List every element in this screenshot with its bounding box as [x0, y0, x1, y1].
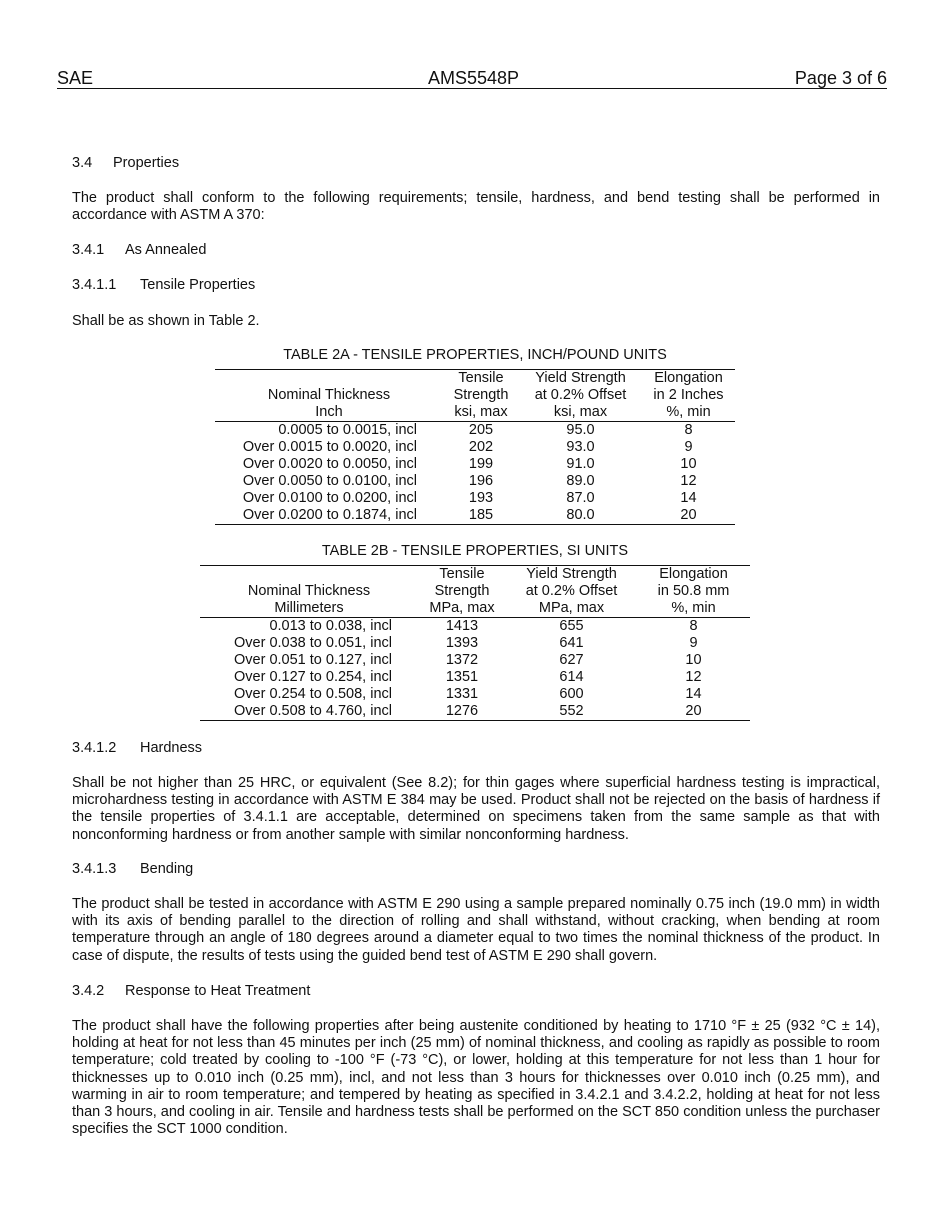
table-2b-header-yield: Yield Strength at 0.2% Offset MPa, max: [506, 566, 637, 618]
section-3-4-1-3-heading: [72, 861, 193, 877]
section-title: Tensile Properties: [140, 277, 256, 293]
section-3-4-2-heading: [72, 983, 310, 999]
table-2b-header-thickness: Nominal Thickness Millimeters: [200, 566, 418, 618]
table-2a-header-elongation: Elongation in 2 Inches %, min: [642, 370, 735, 422]
table-row: Over 0.0200 to 0.1874, incl 185 80.0 20: [215, 507, 735, 525]
section-3-4-1-2-heading: [72, 740, 202, 756]
header-page-number: Page 3 of 6: [794, 68, 887, 88]
section-3-4-1-1-body: Shall be as shown in Table 2.: [72, 313, 260, 329]
table-row: Over 0.0020 to 0.0050, incl 199 91.0 10: [242, 456, 697, 472]
table-row: Over 0.508 to 4.760, incl 1276 552 20: [200, 703, 750, 721]
section-3-4-2-body: The product shall have the following properties after being austenite conditioned by heating to 1710 °F ± 25 (932 °C ± 14), holding at heat for not less than 45 minutes per inch (25 mm) of nominal thickness, and cooling as rapidly as possible to room temperature; cold treated by cooling to -100 °F (-73 °C), or lower, holding at this temperature for not less than 1 hour for thicknesses up to 0.010 inch (0.25 mm), incl, and not less than 3 hours for thicknesses over 0.010 inch (0.25 mm), and warming in air to room temperature; and tempered by heating as specified in 3.4.2.1 and 3.4.2.2, holding at heat for not less than 3 hours, and cooling in air. Tensile and hardness tests shall be performed on the SCT 850 condition unless the purchaser specifies the SCT 1000 condition.: [72, 1018, 880, 1138]
table-row: 0.013 to 0.038, incl 1413 655 8: [269, 618, 698, 634]
section-title: Response to Heat Treatment: [125, 983, 311, 999]
table-row: Over 0.254 to 0.508, incl 1331 600 14: [234, 686, 702, 702]
section-3-4-1-1-heading: [72, 277, 255, 293]
table-2b-title: TABLE 2B - TENSILE PROPERTIES, SI UNITS: [321, 543, 629, 559]
table-2a: [215, 369, 735, 525]
section-number: 3.4.1.1: [72, 277, 117, 293]
section-title: Hardness: [140, 740, 203, 756]
section-3-4-1-2-body: Shall be not higher than 25 HRC, or equivalent (See 8.2); for thin gages where superficial hardness testing is impractical, microhardness testing in accordance with ASTM E 384 may be used. Product shall not be rejected on the basis of hardness if the tensile properties of 3.4.1.1 are acceptable, determined on specimens taken from the same sample as that with nonconforming hardness or from another sample with similar nonconforming hardness.: [72, 775, 880, 843]
table-row: Over 0.127 to 0.254, incl 1351 614 12: [234, 669, 702, 685]
section-number: 3.4.2: [72, 983, 105, 999]
table-row: Over 0.051 to 0.127, incl 1372 627 10: [234, 652, 702, 668]
section-title: Bending: [140, 861, 194, 877]
header-doc-number: AMS5548P: [428, 68, 520, 88]
section-number: 3.4: [72, 155, 93, 171]
table-2a-header-thickness: Nominal Thickness Inch: [215, 370, 443, 422]
table-row: Over 0.0050 to 0.0100, incl 196 89.0 12: [242, 473, 697, 489]
section-3-4-body: The product shall conform to the following requirements; tensile, hardness, and bend testing shall be performed in accordance with ASTM A 370:: [72, 190, 880, 224]
header-rule: [57, 88, 887, 89]
table-2a-header-tensile: Tensile Strength ksi, max: [443, 370, 519, 422]
section-3-4-1-3-body: The product shall be tested in accordance with ASTM E 290 using a sample prepared nominally 0.75 inch (19.0 mm) in width with its axis of bending parallel to the direction of rolling and shall withstand, without cracking, when bending at room temperature through an angle of 180 degrees around a diameter equal to two times the nominal thickness of the product. In case of dispute, the results of tests using the guided bend test of ASTM E 290 shall govern.: [72, 896, 880, 964]
table-2b-header-tensile: Tensile Strength MPa, max: [418, 566, 506, 618]
section-3-4-1-heading: [72, 242, 206, 258]
table-row: Over 0.038 to 0.051, incl 1393 641 9: [234, 635, 698, 651]
table-2a-header-yield: Yield Strength at 0.2% Offset ksi, max: [519, 370, 642, 422]
table-row: Over 0.0015 to 0.0020, incl 202 93.0 9: [242, 439, 693, 455]
table-row: 0.0005 to 0.0015, incl 205 95.0 8: [278, 422, 693, 438]
section-3-4-heading: [72, 155, 179, 171]
section-number: 3.4.1: [72, 242, 105, 258]
section-title: Properties: [113, 155, 180, 171]
table-2a-title: TABLE 2A - TENSILE PROPERTIES, INCH/POUND UNITS: [283, 347, 667, 363]
table-row: Over 0.0100 to 0.0200, incl 193 87.0 14: [242, 490, 697, 506]
section-title: As Annealed: [125, 242, 207, 258]
table-2b-header-elongation: Elongation in 50.8 mm %, min: [637, 566, 750, 618]
section-number: 3.4.1.2: [72, 740, 117, 756]
table-2b: [200, 565, 750, 721]
section-number: 3.4.1.3: [72, 861, 117, 877]
header-org: SAE: [57, 68, 94, 88]
